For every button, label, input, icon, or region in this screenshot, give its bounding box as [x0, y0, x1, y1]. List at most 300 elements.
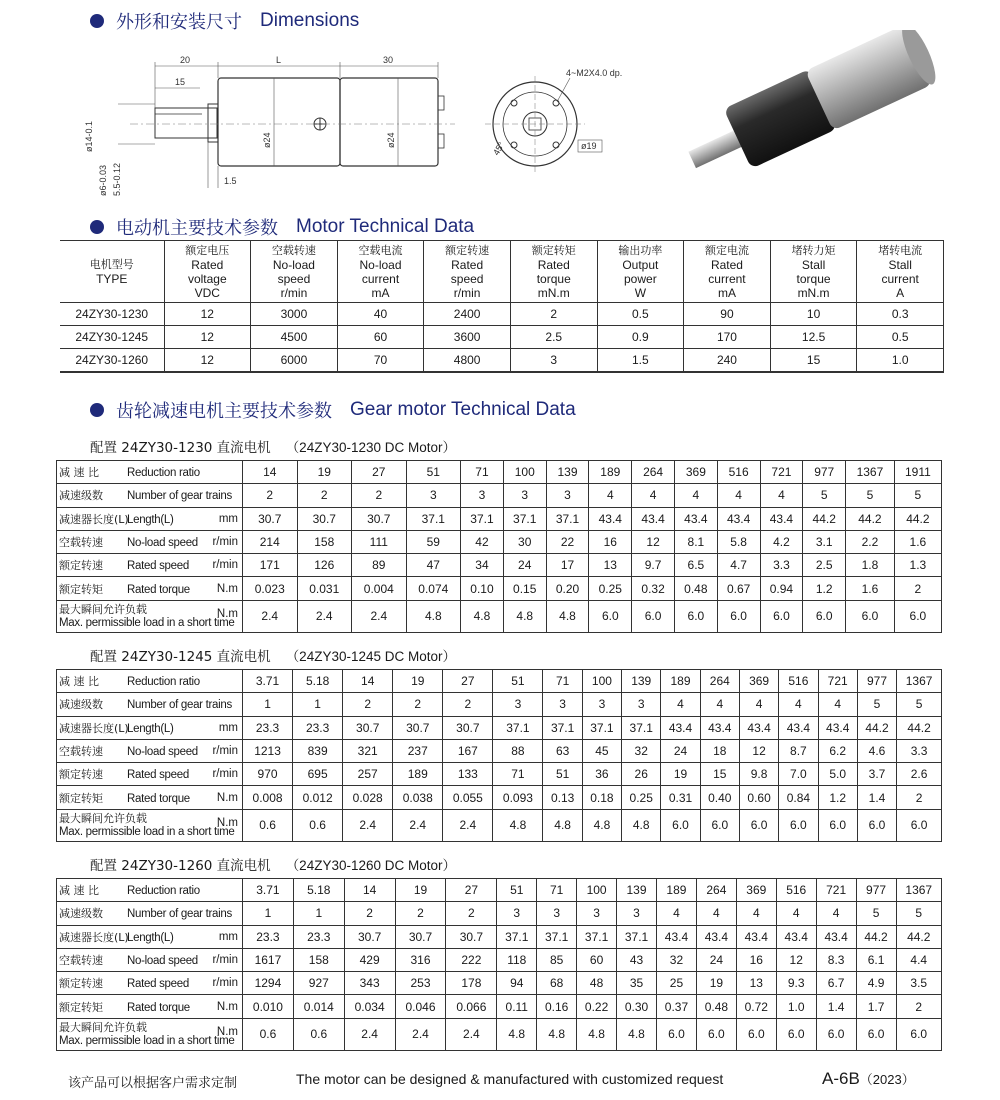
gear-value-cell: 2.4: [352, 600, 407, 632]
gear-row-label: 减速器长度(L)Length(L) mm: [57, 925, 243, 948]
gear-value-cell: 3: [493, 693, 543, 716]
dim-30: 30: [383, 55, 394, 65]
dim-5-5: 5.5-0.12: [112, 162, 122, 196]
gear-value-cell: 126: [297, 554, 352, 577]
gear-value-cell: 6.0: [661, 809, 700, 841]
gear-value-cell: 0.72: [736, 995, 776, 1018]
gear-value-cell: 37.1: [406, 507, 461, 530]
header-col: 输出功率 Output power W: [597, 241, 684, 303]
motor-type-cell: 24ZY30-1245: [60, 326, 164, 349]
gear-value-cell: 27: [446, 879, 497, 902]
gear-value-cell: 17: [546, 554, 589, 577]
gear-value-cell: 1911: [894, 461, 941, 484]
gear-value-cell: 16: [589, 530, 632, 553]
gear-value-cell: 5: [894, 484, 941, 507]
gear-value-cell: 2: [446, 902, 497, 925]
gear-value-cell: 264: [632, 461, 675, 484]
gear-value-cell: 51: [406, 461, 461, 484]
gear-value-cell: 4: [736, 902, 776, 925]
gear-value-cell: 19: [393, 670, 443, 693]
dimensions-title-en: Dimensions: [260, 10, 360, 31]
gear-value-cell: 139: [622, 670, 661, 693]
gear-value-cell: 27: [352, 461, 407, 484]
motor-value-cell: 0.3: [857, 303, 944, 326]
gear-value-cell: 2.4: [393, 809, 443, 841]
gear-row: [57, 716, 942, 739]
gear-value-cell: 264: [696, 879, 736, 902]
motor-value-cell: 3600: [424, 326, 511, 349]
gear-value-cell: 6.0: [760, 600, 803, 632]
gear-value-cell: 6.0: [894, 600, 941, 632]
gear-value-cell: 6.1: [856, 948, 896, 971]
motor-row: [60, 303, 944, 326]
gear-value-cell: 4.8: [537, 1018, 577, 1050]
gear-value-cell: 139: [617, 879, 657, 902]
gear-value-cell: 30.7: [243, 507, 298, 530]
gear-value-cell: 516: [717, 461, 760, 484]
gear-value-cell: 5.18: [293, 670, 343, 693]
gear-value-cell: 14: [344, 879, 395, 902]
dim-24b: ø24: [386, 132, 396, 148]
gear-value-cell: 2.4: [395, 1018, 446, 1050]
gear-value-cell: 0.004: [352, 577, 407, 600]
motor-value-cell: 15: [770, 349, 857, 372]
gear-value-cell: 63: [543, 739, 582, 762]
motor-value-cell: 2.5: [510, 326, 597, 349]
bullet-icon: [90, 14, 104, 28]
gear-value-cell: 0.055: [443, 786, 493, 809]
gear-value-cell: 3.71: [243, 879, 294, 902]
gear-value-cell: 3.1: [803, 530, 846, 553]
gear-value-cell: 3: [622, 693, 661, 716]
gear-value-cell: 4: [816, 902, 856, 925]
gear-value-cell: 89: [352, 554, 407, 577]
gear-value-cell: 4.8: [622, 809, 661, 841]
gear-value-cell: 0.023: [243, 577, 298, 600]
gear-value-cell: 2: [395, 902, 446, 925]
gear-value-cell: 369: [674, 461, 717, 484]
gear-value-cell: 5: [896, 902, 941, 925]
gear-row: [57, 600, 942, 632]
config-label-1230: 配置 24ZY30-1230 直流电机 （24ZY30-1230 DC Motor）: [90, 440, 457, 456]
gear-value-cell: 0.10: [461, 577, 504, 600]
gear-value-cell: 100: [503, 461, 546, 484]
motor-value-cell: 12.5: [770, 326, 857, 349]
gear-value-cell: 3.71: [243, 670, 293, 693]
gear-value-cell: 3.3: [760, 554, 803, 577]
gear-value-cell: 6.0: [632, 600, 675, 632]
gear-value-cell: 32: [656, 948, 696, 971]
gear-value-cell: 1.4: [816, 995, 856, 1018]
gear-value-cell: 30.7: [343, 716, 393, 739]
motor-value-cell: 170: [684, 326, 771, 349]
gear-value-cell: 42: [461, 530, 504, 553]
dim-angle: 45°: [491, 140, 507, 157]
gear-value-cell: 2.4: [446, 1018, 497, 1050]
gear-value-cell: 1.4: [857, 786, 896, 809]
gear-value-cell: 6.0: [739, 809, 778, 841]
gear-value-cell: 34: [461, 554, 504, 577]
gear-value-cell: 0.031: [297, 577, 352, 600]
gear-value-cell: 14: [243, 461, 298, 484]
gear-value-cell: 0.6: [243, 1018, 294, 1050]
config-label-1260: 配置 24ZY30-1260 直流电机 （24ZY30-1260 DC Motor）: [90, 858, 457, 874]
gear-value-cell: 0.11: [497, 995, 537, 1018]
motor-value-cell: 4800: [424, 349, 511, 372]
motor-value-cell: 1.5: [597, 349, 684, 372]
gear-row: [57, 925, 942, 948]
gear-value-cell: 0.093: [493, 786, 543, 809]
gear-value-cell: 8.7: [779, 739, 818, 762]
gear-value-cell: 0.028: [343, 786, 393, 809]
gear-value-cell: 6.0: [736, 1018, 776, 1050]
gear-value-cell: 2: [894, 577, 941, 600]
gear-value-cell: 4: [779, 693, 818, 716]
gear-value-cell: 4.8: [497, 1018, 537, 1050]
gear-value-cell: 24: [503, 554, 546, 577]
gear-value-cell: 4.8: [493, 809, 543, 841]
gear-value-cell: 44.2: [856, 925, 896, 948]
gear-value-cell: 2: [352, 484, 407, 507]
dim-6: ø6-0.03: [98, 164, 108, 196]
gear-value-cell: 6.2: [818, 739, 857, 762]
gear-value-cell: 158: [297, 530, 352, 553]
gear-value-cell: 4.8: [577, 1018, 617, 1050]
gear-value-cell: 2.4: [343, 809, 393, 841]
gear-value-cell: 3: [537, 902, 577, 925]
gear-value-cell: 3: [546, 484, 589, 507]
gear-value-cell: 23.3: [243, 716, 293, 739]
gear-value-cell: 12: [739, 739, 778, 762]
gear-value-cell: 3: [582, 693, 621, 716]
gear-value-cell: 1: [293, 902, 344, 925]
gear-value-cell: 2.4: [297, 600, 352, 632]
gear-value-cell: 2: [443, 693, 493, 716]
gear-table-1230: [56, 460, 942, 633]
gear-value-cell: 4: [760, 484, 803, 507]
gear-value-cell: 189: [589, 461, 632, 484]
gear-value-cell: 100: [577, 879, 617, 902]
gear-value-cell: 13: [736, 972, 776, 995]
gear-value-cell: 4: [776, 902, 816, 925]
gear-row-label: 减 速 比 Reduction ratio: [57, 461, 243, 484]
gear-value-cell: 22: [546, 530, 589, 553]
gear-value-cell: 19: [696, 972, 736, 995]
gear-value-cell: 19: [661, 763, 700, 786]
gear-value-cell: 43.4: [661, 716, 700, 739]
header-col: 堵转电流 Stall current A: [857, 241, 944, 303]
gear-value-cell: 369: [736, 879, 776, 902]
gear-value-cell: 1617: [243, 948, 294, 971]
gear-value-cell: 6.5: [674, 554, 717, 577]
gear-value-cell: 6.0: [897, 809, 942, 841]
dim-14: ø14-0.1: [84, 120, 94, 152]
gear-value-cell: 4: [739, 693, 778, 716]
gear-value-cell: 43.4: [760, 507, 803, 530]
gear-value-cell: 5: [803, 484, 846, 507]
gear-value-cell: 14: [343, 670, 393, 693]
gear-value-cell: 88: [493, 739, 543, 762]
motor-data-table: [60, 240, 944, 373]
gear-value-cell: 0.008: [243, 786, 293, 809]
gear-value-cell: 214: [243, 530, 298, 553]
gear-value-cell: 118: [497, 948, 537, 971]
gear-value-cell: 5.8: [717, 530, 760, 553]
gear-value-cell: 516: [776, 879, 816, 902]
gear-value-cell: 1213: [243, 739, 293, 762]
gear-value-cell: 71: [543, 670, 582, 693]
motor-value-cell: 12: [164, 326, 251, 349]
gear-row: [57, 763, 942, 786]
gear-value-cell: 4.8: [543, 809, 582, 841]
dim-screw: 4~M2X4.0 dp.: [566, 68, 623, 78]
gear-value-cell: 37.1: [617, 925, 657, 948]
motor-value-cell: 40: [337, 303, 424, 326]
gear-value-cell: 37.1: [546, 507, 589, 530]
gear-value-cell: 37.1: [537, 925, 577, 948]
gear-value-cell: 37.1: [493, 716, 543, 739]
gear-row-label: 额定转速 Rated speed r/min: [57, 972, 243, 995]
gear-value-cell: 5: [857, 693, 896, 716]
gear-value-cell: 1367: [897, 670, 942, 693]
gear-title-zh: 齿轮减速电机主要技术参数: [116, 401, 332, 422]
dim-24a: ø24: [262, 132, 272, 148]
header-col: 空载电流 No-load current mA: [337, 241, 424, 303]
motor-photo: [660, 30, 960, 180]
gear-value-cell: 0.16: [537, 995, 577, 1018]
motor-value-cell: 2400: [424, 303, 511, 326]
gear-value-cell: 8.1: [674, 530, 717, 553]
gear-value-cell: 36: [582, 763, 621, 786]
gear-row: [57, 507, 942, 530]
gear-value-cell: 15: [700, 763, 739, 786]
gear-value-cell: 0.40: [700, 786, 739, 809]
gear-value-cell: 43.4: [739, 716, 778, 739]
gear-value-cell: 5: [856, 902, 896, 925]
motor-row: [60, 349, 944, 372]
gear-value-cell: 47: [406, 554, 461, 577]
gear-value-cell: 3: [503, 484, 546, 507]
motor-value-cell: 12: [164, 303, 251, 326]
gear-value-cell: 5: [897, 693, 942, 716]
gear-value-cell: 2: [344, 902, 395, 925]
gear-value-cell: 12: [632, 530, 675, 553]
gear-value-cell: 44.2: [803, 507, 846, 530]
gear-value-cell: 30: [503, 530, 546, 553]
gear-value-cell: 71: [461, 461, 504, 484]
gear-value-cell: 1367: [896, 879, 941, 902]
gear-value-cell: 2: [897, 786, 942, 809]
gear-value-cell: 4: [661, 693, 700, 716]
gear-value-cell: 60: [577, 948, 617, 971]
gear-value-cell: 59: [406, 530, 461, 553]
gear-value-cell: 3: [577, 902, 617, 925]
gear-value-cell: 43.4: [674, 507, 717, 530]
gear-value-cell: 18: [700, 739, 739, 762]
gear-row: [57, 879, 942, 902]
gear-value-cell: 32: [622, 739, 661, 762]
gear-value-cell: 6.7: [816, 972, 856, 995]
gear-value-cell: 111: [352, 530, 407, 553]
gear-value-cell: 0.31: [661, 786, 700, 809]
gear-value-cell: 253: [395, 972, 446, 995]
gear-value-cell: 4.8: [503, 600, 546, 632]
gear-value-cell: 4.9: [856, 972, 896, 995]
dim-19: ø19: [581, 141, 597, 151]
dim-1-5: 1.5: [224, 176, 237, 186]
dim-15: 15: [175, 77, 186, 87]
gear-value-cell: 1.0: [776, 995, 816, 1018]
gear-value-cell: 2.4: [243, 600, 298, 632]
gear-value-cell: 0.010: [243, 995, 294, 1018]
gear-value-cell: 24: [661, 739, 700, 762]
gear-row: [57, 972, 942, 995]
gear-row-label: 减速级数 Number of gear trains: [57, 902, 243, 925]
gear-row-label: 空载转速 No-load speed r/min: [57, 739, 243, 762]
gear-row: [57, 530, 942, 553]
gear-value-cell: 839: [293, 739, 343, 762]
dimensions-heading: [90, 8, 359, 34]
gear-value-cell: 6.0: [779, 809, 818, 841]
gear-value-cell: 0.6: [293, 1018, 344, 1050]
motor-row: [60, 326, 944, 349]
gear-value-cell: 4: [632, 484, 675, 507]
gear-value-cell: 43.4: [779, 716, 818, 739]
gear-value-cell: 189: [393, 763, 443, 786]
gear-value-cell: 48: [577, 972, 617, 995]
gear-value-cell: 0.6: [293, 809, 343, 841]
gear-value-cell: 0.034: [344, 995, 395, 1018]
gear-value-cell: 0.066: [446, 995, 497, 1018]
gear-value-cell: 16: [736, 948, 776, 971]
dim-l: L: [276, 55, 282, 65]
gear-value-cell: 5: [846, 484, 895, 507]
gear-value-cell: 30.7: [344, 925, 395, 948]
gear-value-cell: 4.8: [461, 600, 504, 632]
gear-value-cell: 4.8: [546, 600, 589, 632]
gear-value-cell: 43.4: [816, 925, 856, 948]
gear-value-cell: 4.4: [896, 948, 941, 971]
header-col: 额定电压 Rated voltage VDC: [164, 241, 251, 303]
gear-value-cell: 3: [497, 902, 537, 925]
gear-row-label: 最大瞬间允许负载 Max. permissible load in a short time N.m: [57, 600, 243, 632]
gear-value-cell: 977: [856, 879, 896, 902]
gear-value-cell: 2: [343, 693, 393, 716]
gear-value-cell: 43.4: [696, 925, 736, 948]
gear-value-cell: 44.2: [894, 507, 941, 530]
gear-value-cell: 44.2: [897, 716, 942, 739]
motor-title-en: Motor Technical Data: [296, 216, 475, 237]
header-col: 额定电流 Rated current mA: [684, 241, 771, 303]
gear-value-cell: 43.4: [632, 507, 675, 530]
gear-row-label: 额定转速 Rated speed r/min: [57, 554, 243, 577]
gear-row: [57, 554, 942, 577]
gear-value-cell: 45: [582, 739, 621, 762]
gear-value-cell: 1: [243, 693, 293, 716]
gear-value-cell: 1294: [243, 972, 294, 995]
motor-value-cell: 3: [510, 349, 597, 372]
gear-value-cell: 4.8: [617, 1018, 657, 1050]
gear-value-cell: 6.0: [656, 1018, 696, 1050]
gear-value-cell: 158: [293, 948, 344, 971]
gear-value-cell: 6.0: [776, 1018, 816, 1050]
gear-value-cell: 26: [622, 763, 661, 786]
gear-value-cell: 51: [543, 763, 582, 786]
gear-value-cell: 171: [243, 554, 298, 577]
gear-value-cell: 2: [243, 484, 298, 507]
gear-value-cell: 68: [537, 972, 577, 995]
gear-row: [57, 1018, 942, 1050]
gear-row-label: 最大瞬间允许负载 Max. permissible load in a short time N.m: [57, 1018, 243, 1050]
gear-value-cell: 6.0: [857, 809, 896, 841]
gear-value-cell: 516: [779, 670, 818, 693]
gear-value-cell: 189: [656, 879, 696, 902]
gear-row: [57, 484, 942, 507]
gear-value-cell: 1.2: [803, 577, 846, 600]
gear-value-cell: 429: [344, 948, 395, 971]
gear-value-cell: 3: [461, 484, 504, 507]
gear-value-cell: 2.5: [803, 554, 846, 577]
gear-value-cell: 30.7: [297, 507, 352, 530]
motor-header-row: [60, 241, 944, 303]
gear-value-cell: 0.25: [589, 577, 632, 600]
gear-value-cell: 6.0: [846, 600, 895, 632]
gear-row-label: 额定转矩 Rated torque N.m: [57, 786, 243, 809]
gear-row-label: 空载转速 No-load speed r/min: [57, 530, 243, 553]
gear-value-cell: 23.3: [243, 925, 294, 948]
gear-value-cell: 977: [803, 461, 846, 484]
gear-row: [57, 948, 942, 971]
gear-value-cell: 19: [297, 461, 352, 484]
gear-value-cell: 5.0: [818, 763, 857, 786]
gear-value-cell: 977: [857, 670, 896, 693]
gear-value-cell: 1.7: [856, 995, 896, 1018]
motor-value-cell: 1.0: [857, 349, 944, 372]
gear-value-cell: 23.3: [293, 716, 343, 739]
gear-row-label: 减速级数 Number of gear trains: [57, 484, 243, 507]
gear-value-cell: 2: [896, 995, 941, 1018]
gear-value-cell: 4.8: [582, 809, 621, 841]
gear-value-cell: 6.0: [818, 809, 857, 841]
gear-value-cell: 43.4: [736, 925, 776, 948]
gear-value-cell: 43.4: [700, 716, 739, 739]
gear-value-cell: 264: [700, 670, 739, 693]
gear-row-label: 减 速 比 Reduction ratio: [57, 670, 243, 693]
motor-value-cell: 240: [684, 349, 771, 372]
gear-value-cell: 85: [537, 948, 577, 971]
gear-value-cell: 4: [656, 902, 696, 925]
gear-value-cell: 0.13: [543, 786, 582, 809]
gear-value-cell: 37.1: [622, 716, 661, 739]
gear-value-cell: 23.3: [293, 925, 344, 948]
gear-value-cell: 6.0: [696, 1018, 736, 1050]
footer-note-zh: 该产品可以根据客户需求定制: [68, 1076, 238, 1091]
gear-value-cell: 6.0: [896, 1018, 941, 1050]
gear-value-cell: 5.18: [293, 879, 344, 902]
gear-value-cell: 0.30: [617, 995, 657, 1018]
gear-value-cell: 343: [344, 972, 395, 995]
gear-value-cell: 30.7: [395, 925, 446, 948]
gear-value-cell: 35: [617, 972, 657, 995]
gear-row-label: 减速器长度(L)Length(L) mm: [57, 507, 243, 530]
page-number: A-6B（2023）: [822, 1069, 915, 1088]
motor-heading: [90, 214, 474, 240]
dimension-drawing: [80, 48, 640, 203]
motor-value-cell: 0.5: [597, 303, 684, 326]
gear-value-cell: 24: [696, 948, 736, 971]
gear-value-cell: 927: [293, 972, 344, 995]
gear-value-cell: 94: [497, 972, 537, 995]
